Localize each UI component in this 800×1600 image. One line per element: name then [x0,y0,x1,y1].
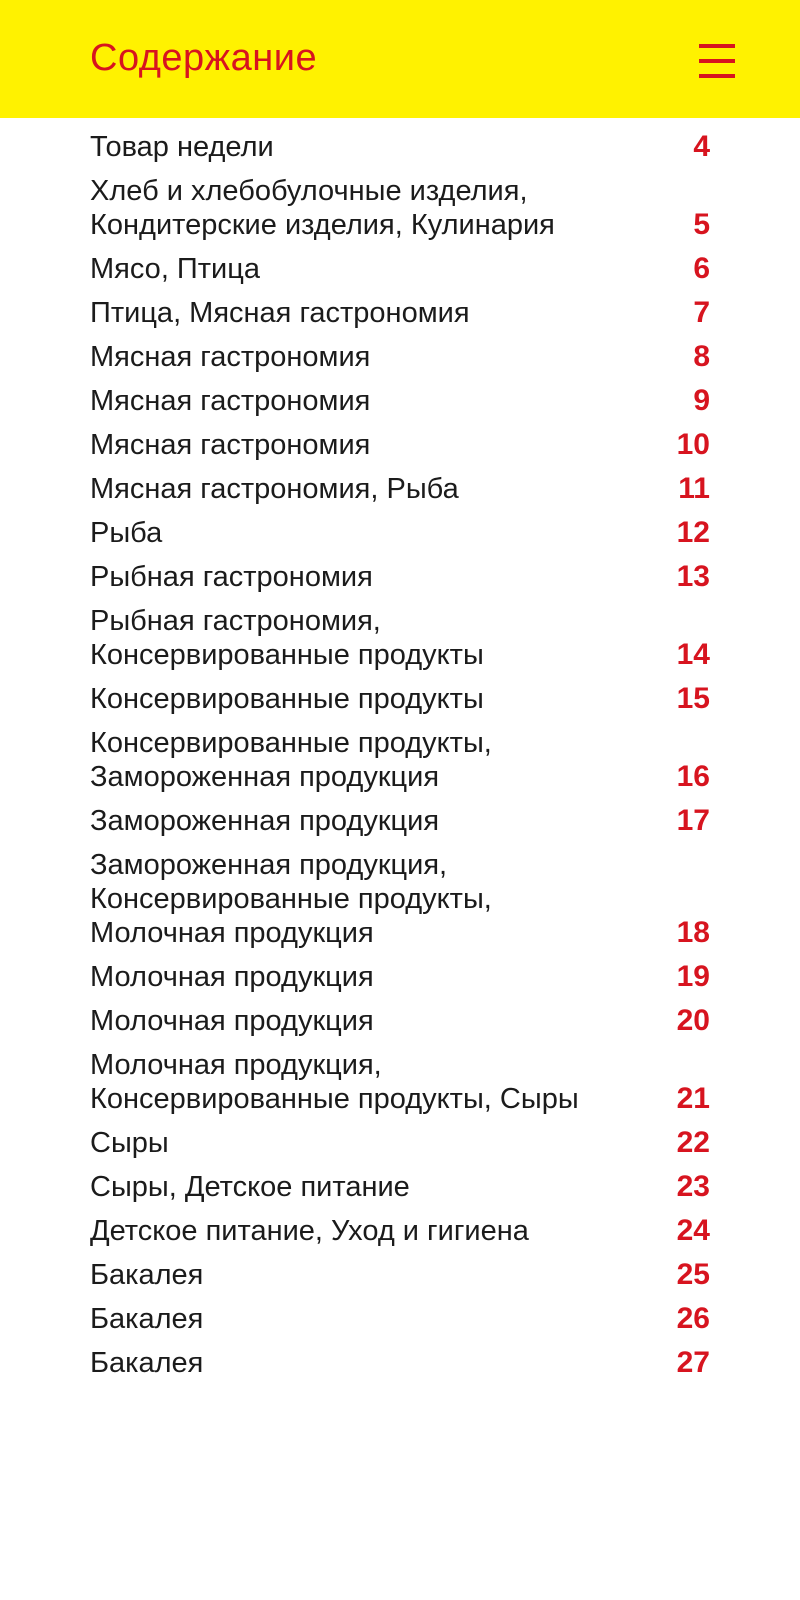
toc-entry[interactable] [0,1340,800,1384]
toc-entry-title [90,1214,660,1248]
toc-entry[interactable] [0,1296,800,1340]
toc-entry[interactable] [0,1208,800,1252]
toc-entry[interactable] [0,168,800,246]
toc-entry-page-number: 23 [676,1170,710,1203]
toc-entry-title [90,604,660,672]
toc-entry-title-line: Бакалея [90,1259,204,1291]
toc-entry[interactable] [0,1120,800,1164]
toc-entry-title-line: Консервированные продукты, [90,883,492,915]
toc-entry-page-number: 7 [693,296,710,329]
toc-entry-title-line: Консервированные продукты, [90,727,492,759]
toc-entry-title-line: Молочная продукция, [90,1049,382,1081]
toc-entry[interactable] [0,598,800,676]
toc-entry-page-number: 25 [676,1258,710,1291]
toc-entry[interactable] [0,1042,800,1120]
toc-entry-page-number: 15 [676,682,710,715]
toc-entry-page-number: 9 [693,384,710,417]
toc-entry-page-number: 13 [676,560,710,593]
menu-bar-top [699,44,735,48]
toc-entry[interactable] [0,720,800,798]
toc-entry[interactable] [0,554,800,598]
toc-entry-title-line: Кондитерские изделия, Кулинария [90,209,555,241]
toc-entry-title-line: Консервированные продукты, Сыры [90,1083,579,1115]
toc-entry-title-line: Замороженная продукция [90,761,440,793]
toc-entry-title [90,428,660,462]
toc-entry-title-line: Рыба [90,517,163,549]
toc-entry-page-number: 4 [693,130,710,163]
toc-entry-page-number: 18 [676,916,710,949]
toc-entry[interactable] [0,510,800,554]
toc-entry-title [90,682,660,716]
toc-entry-title [90,516,660,550]
menu-bar-bottom [699,74,735,78]
toc-entry-page-number: 14 [676,638,710,671]
toc-entry-page-number: 17 [676,804,710,837]
toc-entry-title-line: Товар недели [90,131,274,163]
toc-entry[interactable] [0,1164,800,1208]
toc-entry-page-number: 21 [676,1082,710,1115]
toc-entry-title [90,174,660,242]
toc-entry-title [90,1346,660,1380]
toc-entry-title-line: Детское питание, Уход и гигиена [90,1215,529,1247]
toc-entry-title-line: Консервированные продукты [90,683,484,715]
toc-entry[interactable] [0,676,800,720]
toc-entry-title [90,560,660,594]
toc-entry-title-line: Мясная гастрономия [90,341,371,373]
toc-entry-page-number: 12 [676,516,710,549]
toc-entry-title-line: Консервированные продукты [90,639,484,671]
toc-entry-page-number: 26 [676,1302,710,1335]
page-title: Содержание [90,37,318,79]
toc-entry-title [90,1170,660,1204]
toc-entry-title-line: Мясная гастрономия [90,385,371,417]
toc-entry-page-number: 16 [676,760,710,793]
toc-entry-title-line: Мясная гастрономия, Рыба [90,473,459,505]
toc-entry[interactable] [0,842,800,954]
toc-entry[interactable] [0,422,800,466]
toc-entry-page-number: 19 [676,960,710,993]
toc-entry-title [90,1258,660,1292]
toc-entry-title-line: Рыбная гастрономия, [90,605,381,637]
toc-entry-title-line: Замороженная продукция, [90,849,448,881]
toc-entry-title [90,472,660,506]
toc-entry-title-line: Бакалея [90,1303,204,1335]
toc-entry[interactable] [0,334,800,378]
toc-entry-title [90,130,660,164]
toc-entry-page-number: 27 [676,1346,710,1379]
toc-entry-title-line: Замороженная продукция [90,805,440,837]
toc-entry-title-line: Рыбная гастрономия [90,561,373,593]
toc-entry-title-line: Молочная продукция [90,1005,374,1037]
toc-entry-page-number: 11 [678,472,710,505]
table-of-contents [0,124,800,1384]
toc-entry[interactable] [0,246,800,290]
toc-entry-title [90,848,660,950]
menu-bar-middle [699,59,735,63]
toc-entry[interactable] [0,1252,800,1296]
toc-entry-title-line: Бакалея [90,1347,204,1379]
toc-entry-title [90,1048,660,1116]
toc-entry[interactable] [0,378,800,422]
toc-entry-title-line: Мясо, Птица [90,253,260,285]
toc-entry-title [90,804,660,838]
header-bar [0,0,800,118]
toc-entry-title [90,960,660,994]
toc-entry-title [90,252,660,286]
toc-entry-page-number: 10 [676,428,710,461]
toc-entry-title-line: Хлеб и хлебобулочные изделия, [90,175,528,207]
toc-entry-page-number: 22 [676,1126,710,1159]
toc-entry-page-number: 6 [693,252,710,285]
toc-entry-title [90,726,660,794]
toc-entry-title-line: Птица, Мясная гастрономия [90,297,470,329]
toc-entry[interactable] [0,998,800,1042]
toc-entry-title [90,1302,660,1336]
toc-entry-title-line: Молочная продукция [90,917,374,949]
toc-entry-page-number: 8 [693,340,710,373]
toc-entry-title [90,340,660,374]
toc-entry[interactable] [0,124,800,168]
toc-entry-page-number: 5 [693,208,710,241]
toc-entry[interactable] [0,466,800,510]
toc-entry-title-line: Мясная гастрономия [90,429,371,461]
toc-entry-page-number: 24 [676,1214,710,1247]
toc-entry[interactable] [0,290,800,334]
toc-entry[interactable] [0,798,800,842]
toc-entry-page-number: 20 [676,1004,710,1037]
toc-entry-title-line: Сыры, Детское питание [90,1171,410,1203]
toc-entry-title [90,384,660,418]
hamburger-menu-icon[interactable] [693,38,741,84]
toc-entry-title [90,296,660,330]
toc-entry-title-line: Сыры [90,1127,169,1159]
toc-entry-title [90,1126,660,1160]
toc-entry[interactable] [0,954,800,998]
toc-entry-title-line: Молочная продукция [90,961,374,993]
toc-entry-title [90,1004,660,1038]
